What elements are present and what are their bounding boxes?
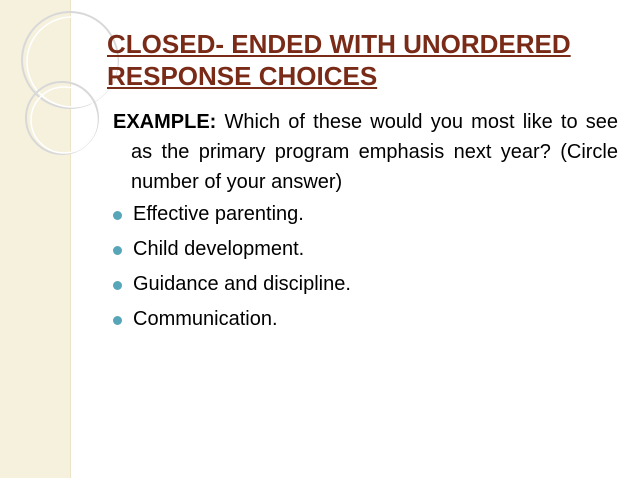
example-label: EXAMPLE: [113,111,217,133]
list-item [113,267,618,302]
list-item-text: Child development. [133,238,305,260]
slide-title [107,28,627,92]
example-paragraph [113,107,618,197]
slide-title-line-1: CLOSED- ENDED WITH UNORDERED [107,29,571,59]
list-item [113,197,618,232]
slide-title-line-2: RESPONSE CHOICES [107,61,378,91]
decorative-circles [0,0,120,200]
deco-circle-small-inner [31,87,97,153]
list-item-text: Communication. [133,308,278,330]
example-question: Which of these would you most like to see as the primary program emphasis next year? (Circle number of your answer) [131,111,619,193]
list-item [113,232,618,267]
list-item-text: Effective parenting. [133,203,304,225]
bullet-icon [113,281,122,290]
bullet-icon [113,246,122,255]
deco-circle-large-inner [27,17,117,107]
list-item [113,302,618,337]
slide-body [113,107,618,337]
bullet-icon [113,211,122,220]
response-choices-list [113,197,618,337]
bullet-icon [113,316,122,325]
list-item-text: Guidance and discipline. [133,273,351,295]
